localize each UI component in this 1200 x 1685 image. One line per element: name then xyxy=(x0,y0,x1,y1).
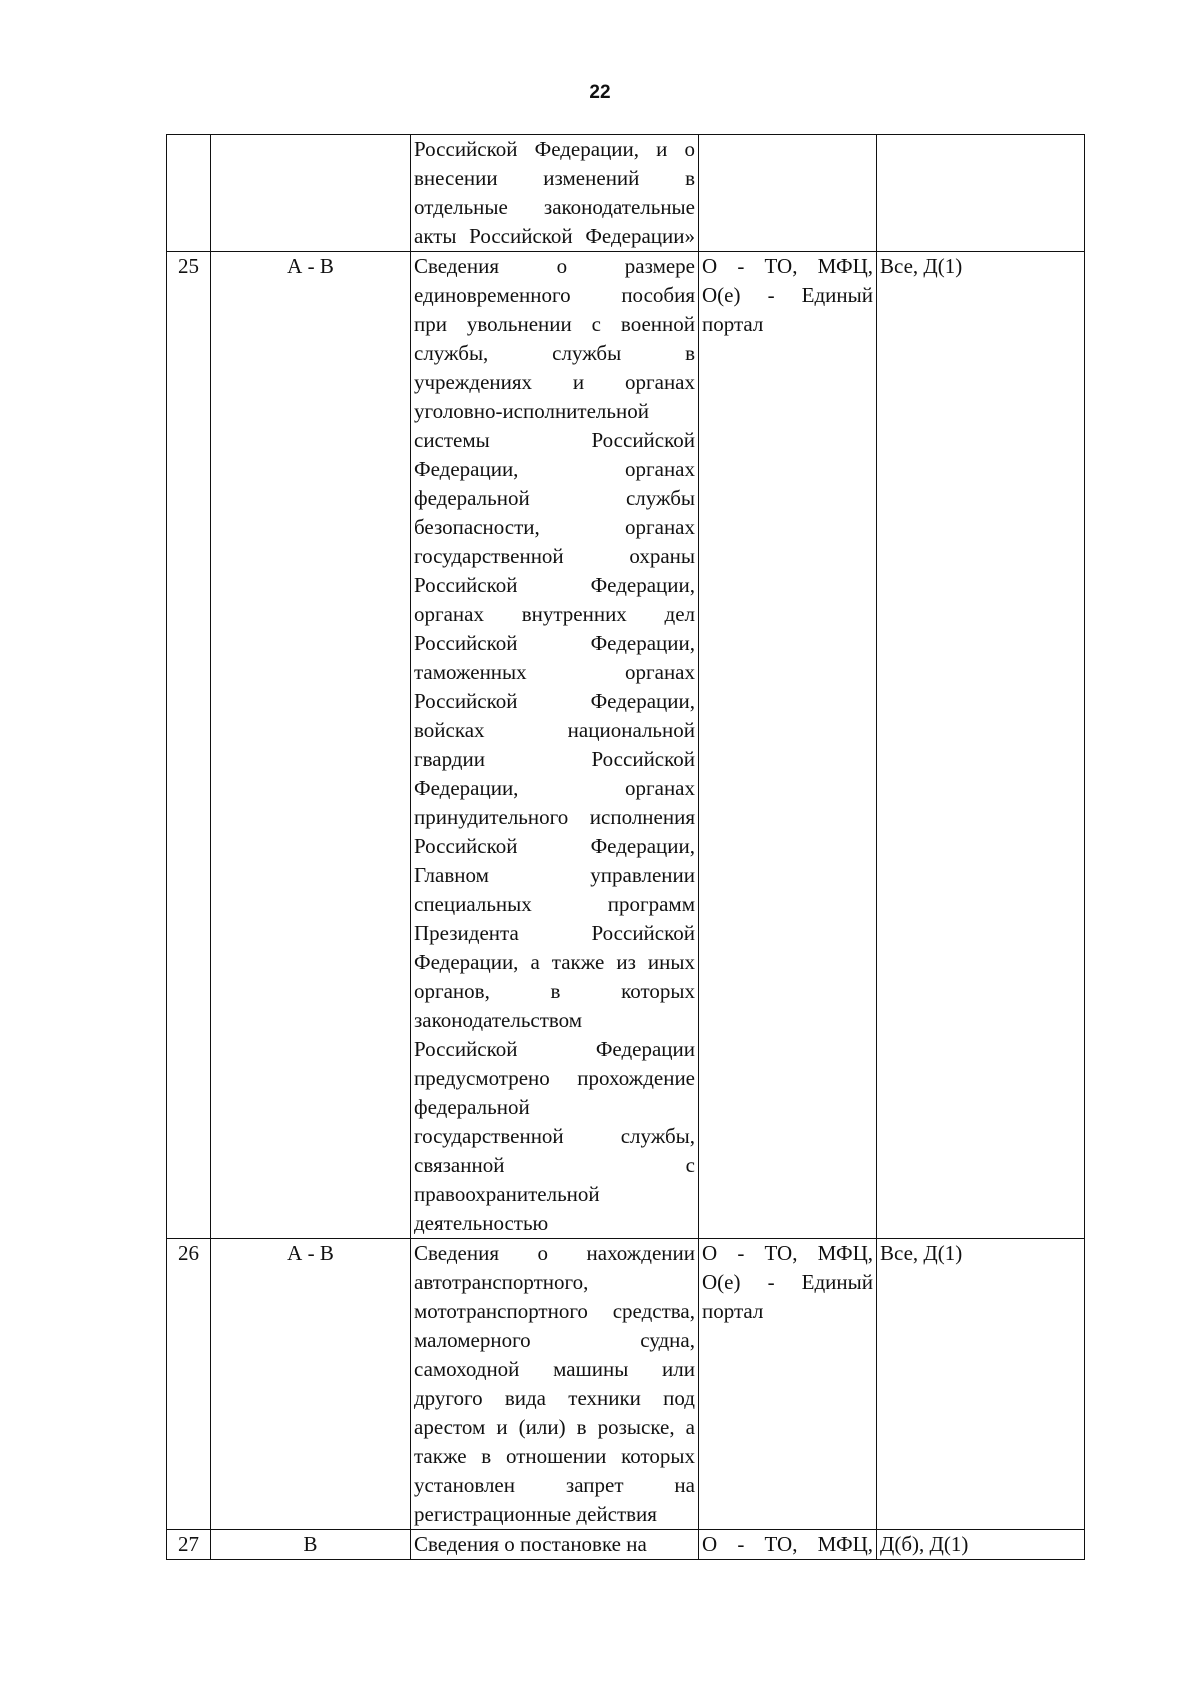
description-line: государственной службы, xyxy=(414,1124,695,1148)
description-line: предусмотрено прохождение xyxy=(414,1066,695,1090)
description-line: мототранспортного средства, xyxy=(414,1299,695,1323)
description-line: автотранспортного, xyxy=(414,1270,589,1294)
description-line: уголовно-исполнительной xyxy=(414,399,649,423)
recipients-cell: Д(б), Д(1) xyxy=(877,1530,1085,1560)
description-line: маломерного судна, xyxy=(414,1328,695,1352)
description-line: федеральной службы xyxy=(414,486,695,510)
recipients-cell: Все, Д(1) xyxy=(877,252,1085,1239)
description-line: государственной охраны xyxy=(414,544,695,568)
category-code-cell: А - В xyxy=(211,1239,411,1530)
description-line: Главном управлении xyxy=(414,863,695,887)
category-code-cell xyxy=(211,135,411,252)
description-line: акты Российской Федерации» xyxy=(414,224,695,248)
description-line: Российской Федерации, xyxy=(414,631,695,655)
source-line: портал xyxy=(702,1299,764,1323)
description-line: Федерации, органах xyxy=(414,457,695,481)
description-cell xyxy=(411,1239,699,1530)
source-cell xyxy=(699,135,877,252)
description-line: деятельностью xyxy=(414,1211,549,1235)
description-line: другого вида техники под xyxy=(414,1386,695,1410)
description-line: Сведения о постановке на xyxy=(414,1532,647,1556)
description-line: законодательством xyxy=(414,1008,583,1032)
description-line: регистрационные действия xyxy=(414,1502,657,1526)
document-table xyxy=(166,134,1085,1560)
description-line: Сведения о размере xyxy=(414,254,695,278)
description-line: Российской Федерации, xyxy=(414,834,695,858)
description-cell xyxy=(411,135,699,252)
description-line: органах внутренних дел xyxy=(414,602,695,626)
description-line: отдельные законодательные xyxy=(414,195,695,219)
description-line: Сведения о нахождении xyxy=(414,1241,695,1265)
description-line: учреждениях и органах xyxy=(414,370,695,394)
description-line: Российской Федерации, xyxy=(414,689,695,713)
source-line: О(е) - Единый xyxy=(702,1270,873,1294)
description-line: установлен запрет на xyxy=(414,1473,695,1497)
row-number-cell: 25 xyxy=(167,252,211,1239)
source-line: О(е) - Единый xyxy=(702,283,873,307)
description-line: самоходной машины или xyxy=(414,1357,695,1381)
description-line: Российской Федерации xyxy=(414,1037,695,1061)
description-line: безопасности, органах xyxy=(414,515,695,539)
page-number: 22 xyxy=(589,82,611,103)
description-line: Президента Российской xyxy=(414,921,695,945)
description-line: таможенных органах xyxy=(414,660,695,684)
row-number-cell: 26 xyxy=(167,1239,211,1530)
source-line: О - ТО, МФЦ, xyxy=(702,1241,873,1265)
category-code-cell: В xyxy=(211,1530,411,1560)
description-line: также в отношении которых xyxy=(414,1444,695,1468)
source-line: портал xyxy=(702,312,764,336)
description-line: при увольнении с военной xyxy=(414,312,695,336)
table-row xyxy=(167,1239,1085,1530)
description-line: связанной с xyxy=(414,1153,695,1177)
description-line: службы, службы в xyxy=(414,341,695,365)
source-line: О - ТО, МФЦ, xyxy=(702,254,873,278)
description-line: войсках национальной xyxy=(414,718,695,742)
description-line: Российской Федерации, xyxy=(414,573,695,597)
description-line: правоохранительной xyxy=(414,1182,600,1206)
source-cell xyxy=(699,1239,877,1530)
description-line: Федерации, органах xyxy=(414,776,695,800)
description-cell xyxy=(411,252,699,1239)
table-row xyxy=(167,135,1085,252)
description-line: федеральной xyxy=(414,1095,530,1119)
description-line: специальных программ xyxy=(414,892,695,916)
table-row xyxy=(167,252,1085,1239)
description-line: системы Российской xyxy=(414,428,695,452)
source-line: О - ТО, МФЦ, xyxy=(702,1532,873,1556)
row-number-cell: 27 xyxy=(167,1530,211,1560)
description-line: единовременного пособия xyxy=(414,283,695,307)
description-line: органов, в которых xyxy=(414,979,695,1003)
recipients-cell: Все, Д(1) xyxy=(877,1239,1085,1530)
source-cell xyxy=(699,1530,877,1560)
description-line: гвардии Российской xyxy=(414,747,695,771)
description-line: Российской Федерации, и о xyxy=(414,137,695,161)
description-line: арестом и (или) в розыске, а xyxy=(414,1415,695,1439)
row-number-cell xyxy=(167,135,211,252)
source-cell xyxy=(699,252,877,1239)
table-row xyxy=(167,1530,1085,1560)
description-line: принудительного исполнения xyxy=(414,805,695,829)
description-line: Федерации, а также из иных xyxy=(414,950,695,974)
description-line: внесении изменений в xyxy=(414,166,695,190)
description-cell xyxy=(411,1530,699,1560)
recipients-cell xyxy=(877,135,1085,252)
category-code-cell: А - В xyxy=(211,252,411,1239)
